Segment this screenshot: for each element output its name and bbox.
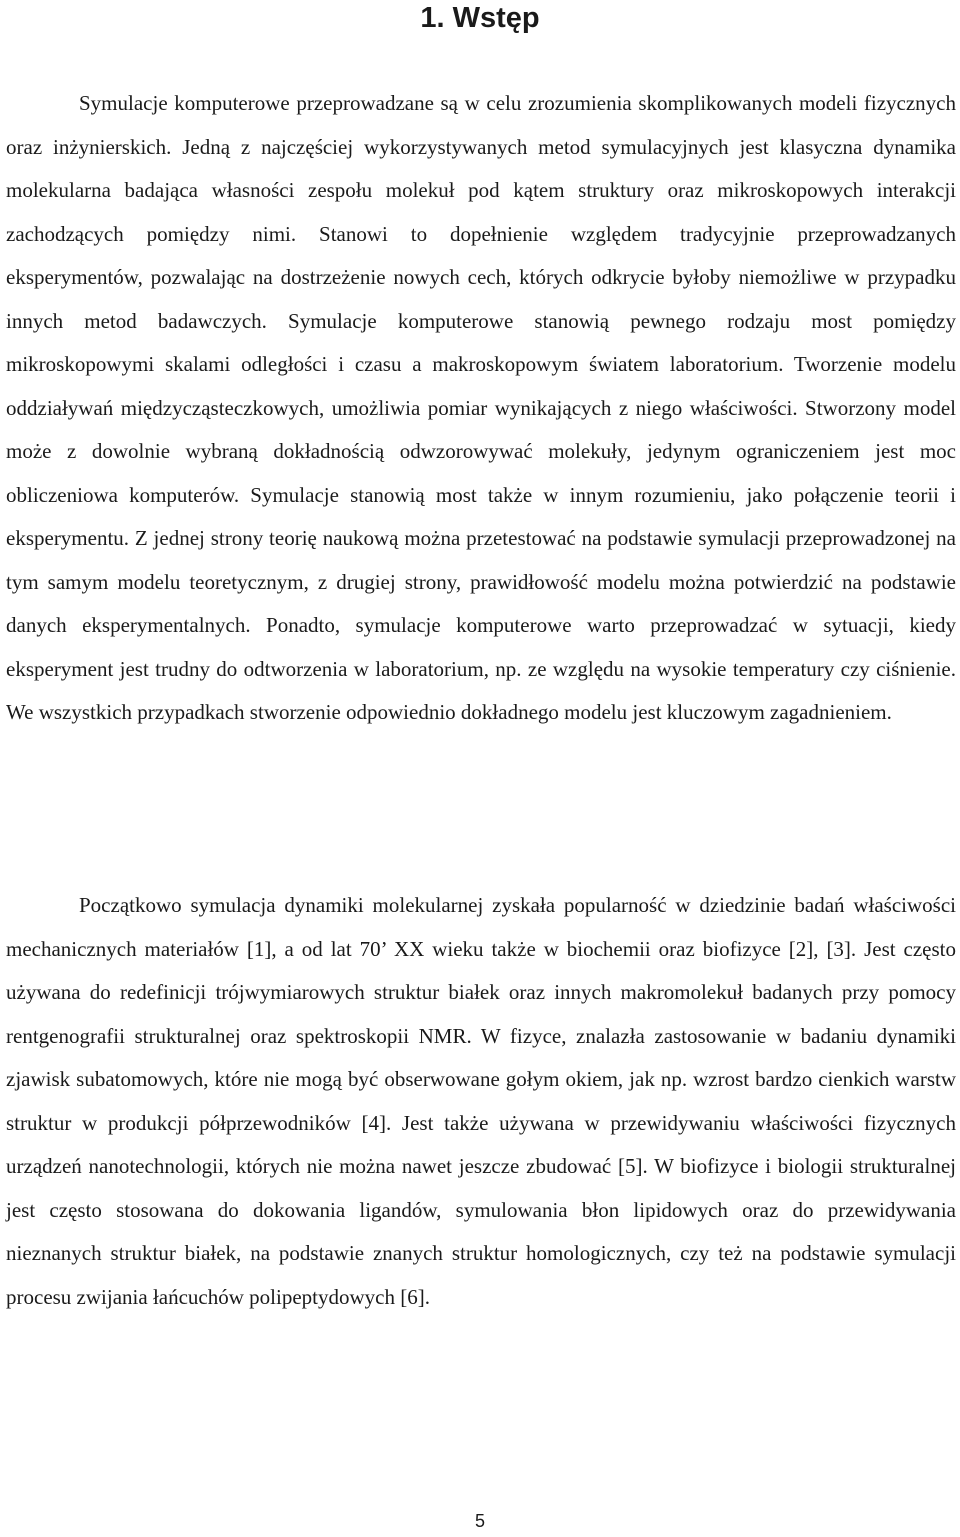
page-title: 1. Wstęp bbox=[420, 2, 540, 34]
body-paragraph-1 bbox=[6, 82, 956, 735]
paragraph-text: Początkowo symulacja dynamiki molekularnej zyskała popularność w dziedzinie badań właściwości mechanicznych materiałów [1], a od lat 70’ XX wieku także w biochemii oraz biofizyce [2], [3]. Jest często używana do redefinicji trójwymiarowych struktur białek oraz innych makromolekuł badanych przy pomocy rentgenografii strukturalnej oraz spektroskopii NMR. W fizyce, znalazła zastosowanie w badaniu dynamiki zjawisk subatomowych, które nie mogą być obserwowane gołym okiem, jak np. wzrost bardzo cienkich warstw struktur w produkcji półprzewodników [4]. Jest także używana w przewidywaniu właściwości fizycznych urządzeń nanotechnologii, których nie można nawet jeszcze zbudować [5]. W biofizyce i biologii strukturalnej jest często stosowana do dokowania ligandów, symulowania błon lipidowych oraz do przewidywania nieznanych struktur białek, na podstawie znanych struktur homologicznych, czy też na podstawie symulacji procesu zwijania łańcuchów polipeptydowych [6]. bbox=[6, 893, 956, 1309]
paragraph-text: Symulacje komputerowe przeprowadzane są w celu zrozumienia skomplikowanych modeli fizycznych oraz inżynierskich. Jedną z najczęściej wykorzystywanych metod symulacyjnych jest klasyczna dynamika molekularna badająca własności zespołu molekuł pod kątem struktury oraz mikroskopowych interakcji zachodzących pomiędzy nimi. Stanowi to dopełnienie względem tradycyjnie przeprowadzanych eksperymentów, pozwalając na dostrzeżenie nowych cech, których odkrycie byłoby niemożliwe w przypadku innych metod badawczych. Symulacje komputerowe stanowią pewnego rodzaju most pomiędzy mikroskopowymi skalami odległości i czasu a makroskopowym światem laboratorium. Tworzenie modelu oddziaływań międzycząsteczkowych, umożliwia pomiar wynikających z niego właściwości. Stworzony model może z dowolnie wybraną dokładnością odwzorowywać molekuły, jedynym ograniczeniem jest moc obliczeniowa komputerów. Symulacje stanowią most także w innym rozumieniu, jako połączenie teorii i eksperymentu. Z jednej strony teorię naukową można przetestować na podstawie symulacji przeprowadzonej na tym samym modelu teoretycznym, z drugiej strony, prawidłowość modelu można potwierdzić na podstawie danych eksperymentalnych. Ponadto, symulacje komputerowe warto przeprowadzać w sytuacji, kiedy eksperyment jest trudny do odtworzenia w laboratorium, np. ze względu na wysokie temperatury czy ciśnienie. We wszystkich przypadkach stworzenie odpowiednio dokładnego modelu jest kluczowym zagadnieniem. bbox=[6, 91, 956, 724]
page-number: 5 bbox=[474, 1511, 485, 1531]
body-paragraph-2 bbox=[6, 884, 956, 1319]
